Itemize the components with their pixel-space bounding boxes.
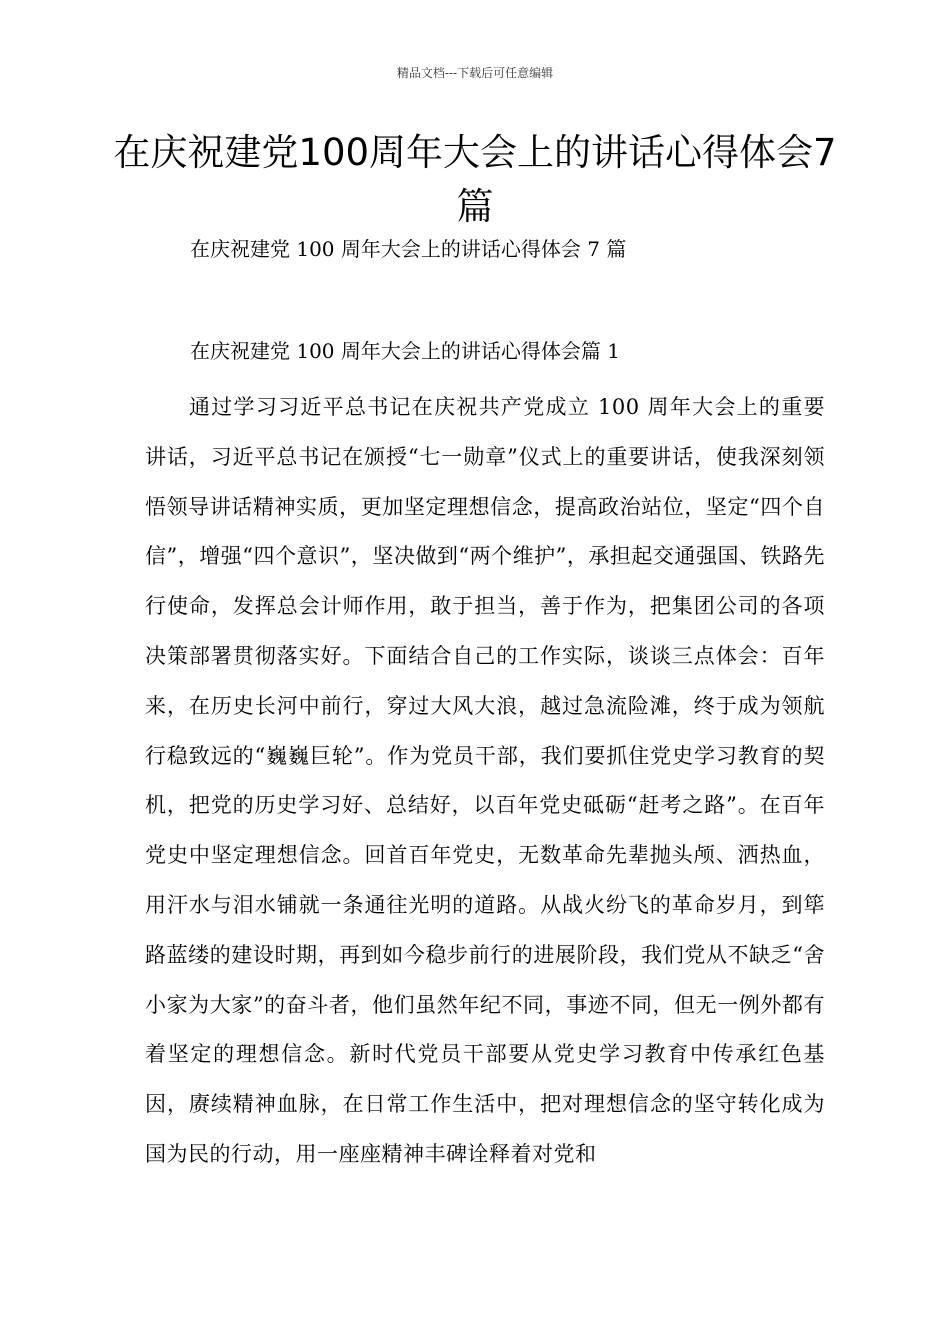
header-note: 精品文档---下载后可任意编辑 <box>396 66 554 80</box>
document-title: 在庆祝建党100周年大会上的讲话心得体会7篇 <box>113 131 837 228</box>
section-heading: 在庆祝建党 100 周年大会上的讲话心得体会篇 1 <box>190 339 620 363</box>
body-paragraph: 通过学习习近平总书记在庆祝共产党成立 100 周年大会上的重要讲话，习近平总书记在颁授“七一勋章”仪式上的重要讲话，使我深刻领悟领导讲话精神实质，更加坚定理想信念，提高政治站位，坚定“四个自信”，增强“四个意识”，坚决做到“两个维护”，承担起交通强国、铁路先行使命，发挥总会计师作用，敢于担当，善于作为，把集团公司的各项决策部署贯彻落实好。下面结合自己的工作实际，谈谈三点体会：百年来，在历史长河中前行，穿过大风大浪，越过急流险滩，终于成为领航行稳致远的“巍巍巨轮”。作为党员干部，我们要抓住党史学习教育的契机，把党的历史学习好、总结好，以百年党史砥砺“赶考之路”。在百年党史中坚定理想信念。回首百年党史，无数革命先辈抛头颅、洒热血，用汗水与泪水铺就一条通往光明的道路。从战火纷飞的革命岁月，到筚路蓝缕的建设时期，再到如今稳步前行的进展阶段，我们党从不缺乏“舍小家为大家”的奋斗者，他们虽然年纪不同，事迹不同，但无一例外都有着坚定的理想信念。新时代党员干部要从党史学习教育中传承红色基因，赓续精神血脉，在日常工作生活中，把对理想信念的坚守转化成为国为民的行动，用一座座精神丰碑诠释着对党和 <box>145 395 825 1166</box>
document-subtitle: 在庆祝建党 100 周年大会上的讲话心得体会 7 篇 <box>190 237 627 261</box>
